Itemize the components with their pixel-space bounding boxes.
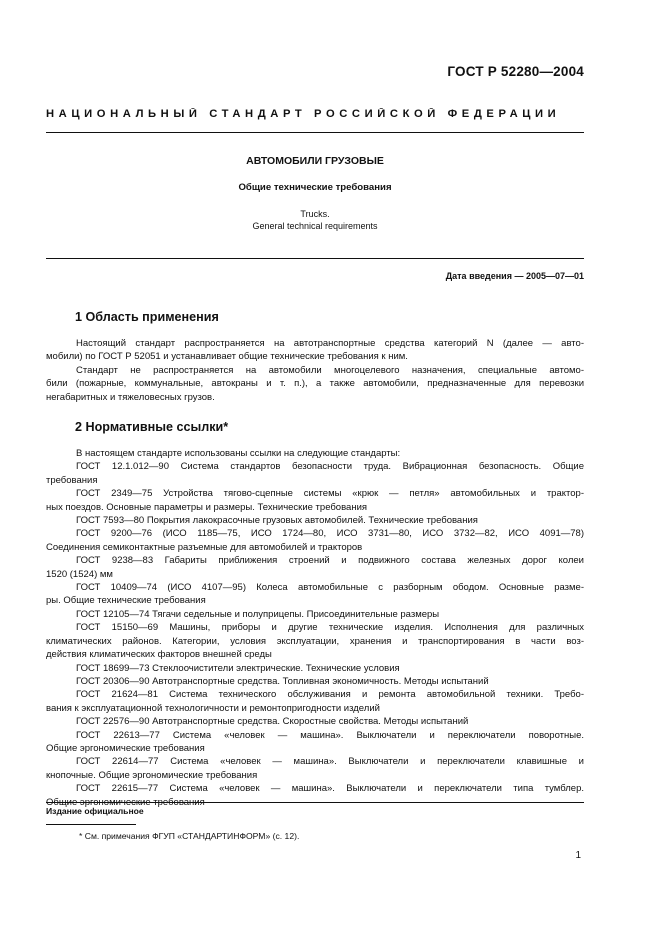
- header-rule: [46, 132, 584, 133]
- text-line: ГОСТ 12105—74 Тягачи седельные и полуприцепы. Присоединительные размеры: [76, 608, 440, 620]
- footnote: * См. примечания ФГУП «СТАНДАРТИНФОРМ» (с. 12).: [79, 831, 300, 841]
- text-line: ГОСТ 10409—74 (ИСО 4107—95) Колеса автомобильные с разборным ободом. Основные разме-: [76, 582, 584, 594]
- standard-subtitle: Общие технические требования: [238, 182, 392, 193]
- text-line: ГОСТ 22576—90 Автотранспортные средства. Скоростные свойства. Методы испытаний: [76, 716, 469, 728]
- text-line: били (пожарные, коммунальные, автокраны и т. п.), а также автомобили, предназначенные для перевозки: [46, 378, 584, 390]
- text-line: кнопочные. Общие эргономические требования: [46, 769, 258, 781]
- text-line: вания к эксплуатационной технологичности и ремонтопригодности изделий: [46, 702, 380, 714]
- english-title-line-1: Trucks.: [300, 209, 330, 219]
- footer-rule: [46, 802, 584, 803]
- text-line: ГОСТ 22613—77 Система «человек — машина». Выключатели и переключатели поворотные.: [76, 729, 584, 741]
- standard-title: АВТОМОБИЛИ ГРУЗОВЫЕ: [246, 155, 384, 167]
- text-line: ГОСТ 9238—83 Габариты приближения строений и подвижного состава железных дорог колеи: [76, 555, 584, 567]
- text-line: Стандарт не распространяется на автомобили многоцелевого назначения, специальные автомо-: [76, 364, 584, 376]
- section-2-heading: 2 Нормативные ссылки*: [75, 420, 229, 434]
- text-line: Общие эргономические требования: [46, 796, 205, 808]
- footnote-separator: [46, 824, 136, 825]
- text-line: Общие эргономические требования: [46, 742, 205, 754]
- text-line: ГОСТ 22614—77 Система «человек — машина». Выключатели и переключатели клавишные и: [76, 756, 584, 768]
- national-standard-title: НАЦИОНАЛЬНЫЙ СТАНДАРТ РОССИЙСКОЙ ФЕДЕРАЦИИ: [46, 108, 561, 120]
- text-line: ГОСТ 7593—80 Покрытия лакокрасочные грузовых автомобилей. Технические требования: [76, 515, 478, 527]
- title-rule: [46, 258, 584, 259]
- text-line: мобили) по ГОСТ Р 52051 и устанавливает общие технические требования к ним.: [46, 351, 408, 363]
- text-line: В настоящем стандарте использованы ссылки на следующие стандарты:: [76, 448, 401, 459]
- text-line: ГОСТ 2349—75 Устройства тягово-сцепные системы «крюк — петля» автомобильных и трактор-: [76, 488, 584, 500]
- text-line: Настоящий стандарт распространяется на автотранспортные средства категорий N (далее — авто-: [76, 338, 584, 349]
- text-line: негабаритных и тяжеловесных грузов.: [46, 391, 215, 403]
- text-line: 1520 (1524) мм: [46, 568, 113, 580]
- text-line: ры. Общие технические требования: [46, 595, 206, 607]
- text-line: ГОСТ 22615—77 Система «человек — машина». Выключатели и переключатели типа тумблер.: [76, 783, 584, 795]
- english-title-line-2: General technical requirements: [252, 221, 378, 231]
- text-line: ных поездов. Основные параметры и размеры. Технические требования: [46, 501, 368, 513]
- text-line: ГОСТ 18699—73 Стеклоочистители электрические. Технические условия: [76, 662, 400, 674]
- section-1-body: [46, 337, 584, 404]
- text-line: ГОСТ 12.1.012—90 Система стандартов безопасности труда. Вибрационная безопасность. Общие: [76, 461, 584, 473]
- text-line: требования: [46, 474, 98, 486]
- section-2-body: [46, 447, 584, 809]
- document-code: ГОСТ Р 52280—2004: [447, 64, 584, 79]
- text-line: ГОСТ 15150—69 Машины, приборы и другие технические изделия. Исполнения для различных: [76, 622, 584, 634]
- text-line: Соединения семиконтактные разъемные для автомобилей и тракторов: [46, 541, 363, 553]
- text-line: ГОСТ 21624—81 Система технического обслуживания и ремонта автомобильной техники. Требо-: [76, 689, 584, 701]
- page-number: 1: [575, 850, 581, 861]
- text-line: ГОСТ 20306—90 Автотранспортные средства. Топливная экономичность. Методы испытаний: [76, 675, 489, 687]
- section-1-heading: 1 Область применения: [75, 310, 219, 324]
- introduction-date: Дата введения — 2005—07—01: [445, 271, 584, 281]
- text-line: климатических районов. Категории, условия эксплуатации, хранения и транспортирования в части воз-: [46, 635, 584, 647]
- text-line: действия климатических факторов внешней среды: [46, 649, 272, 661]
- text-line: ГОСТ 9200—76 (ИСО 1185—75, ИСО 1724—80, ИСО 3731—80, ИСО 3732—82, ИСО 4091—78): [76, 528, 584, 540]
- official-publication-note: Издание официальное: [46, 806, 144, 816]
